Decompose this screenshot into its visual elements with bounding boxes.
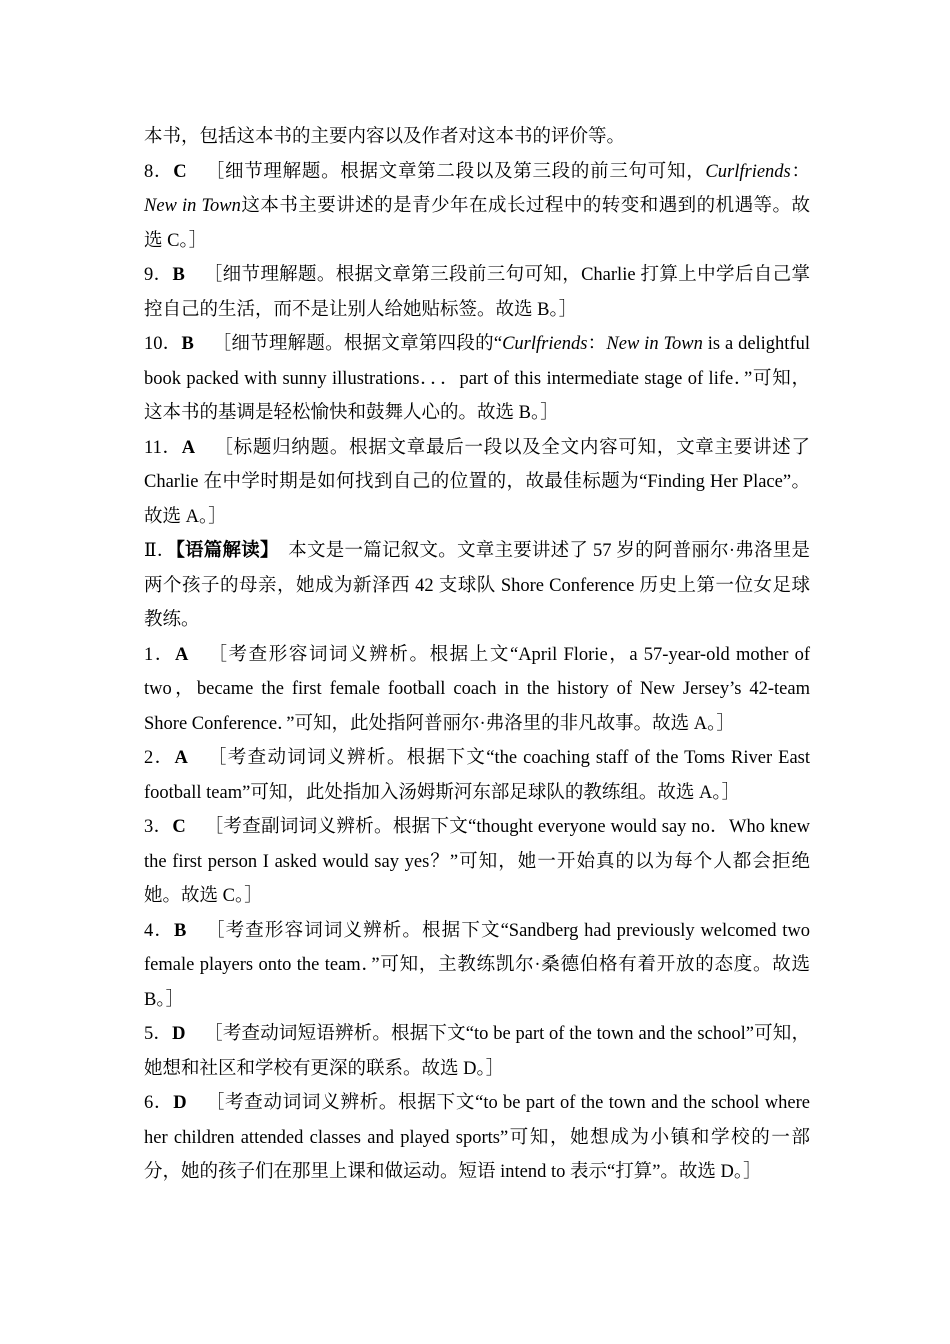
answer-letter: C: [173, 161, 187, 182]
section-1-answers: [144, 155, 810, 535]
answer-number: 9．: [144, 265, 173, 285]
answer-item: [144, 431, 810, 535]
answer-letter: B: [174, 920, 187, 941]
answer-number: 11．: [144, 437, 182, 458]
answer-number: 4．: [144, 920, 175, 941]
explanation-text: ［标题归纳题。根据文章最后一段以及全文内容可知，文章主要讲述了 Charlie 在中学时期是如何找到自己的位置的，故最佳标题为“Finding Her Place”。故选 A。］: [144, 437, 810, 527]
document-page: [144, 120, 810, 1190]
section-2-number: Ⅱ．: [144, 541, 176, 561]
answer-letter: A: [181, 437, 196, 458]
book-title-text: Curlfriends: [502, 334, 588, 354]
section-2-heading: 【语篇解读】: [175, 541, 270, 561]
intro-tail-paragraph: 本书，包括这本书的主要内容以及作者对这本书的评价等。: [144, 127, 626, 147]
answer-letter: B: [172, 265, 185, 285]
section-2-paragraph: [144, 534, 810, 638]
answer-letter: A: [174, 748, 188, 768]
book-title-text: Curlfriends: [705, 161, 791, 182]
answer-item: [144, 741, 810, 810]
explanation-text: ［考查副词词义辨析。根据下文“thought everyone would say no．Who knew the first person I asked would say yes？”可知，她一开始真的以为每个人都会拒绝她。故选 C。］: [144, 817, 810, 906]
answer-item: [144, 638, 810, 742]
answer-number: 6．: [144, 1093, 174, 1113]
answer-item: [144, 1086, 810, 1190]
explanation-text: is a delightful book packed with sunny illustrations．．．part of this intermediate stage of life．”可知，这本书的基调是轻松愉快和鼓舞人心的。故选 B。］: [144, 334, 810, 423]
explanation-text: ［细节理解题。根据文章第三段前三句可知，Charlie 打算上中学后自己掌控自己的生活，而不是让别人给她贴标签。故选 B。］: [144, 265, 810, 320]
answer-item: [144, 810, 810, 914]
answer-number: 1．: [144, 644, 175, 665]
book-title-text: New in Town: [606, 334, 703, 354]
section-2-summary: 本文是一篇记叙文。文章主要讲述了 57 岁的阿普丽尔·弗洛里是两个孩子的母亲，她成为新泽西 42 支球队 Shore Conference 历史上第一位女足球教练。: [144, 541, 810, 630]
answer-item: [144, 1017, 810, 1086]
explanation-text: ：: [790, 161, 810, 182]
answer-number: 10．: [144, 334, 182, 354]
answer-number: 5．: [144, 1024, 173, 1044]
explanation-text: ［考查形容词词义辨析。根据上文“April Florie，a 57-year-old mother of two，became the first female football coach in the history of New Jersey’s 42-team Shore Conference．”可知，此处指阿普丽尔·弗洛里的非凡故事。故选 A。］: [144, 644, 810, 734]
answer-number: 2．: [144, 748, 175, 768]
answer-item: [144, 327, 810, 431]
explanation-text: 这本书主要讲述的是青少年在成长过程中的转变和遇到的机遇等。故选 C。］: [144, 196, 810, 251]
explanation-text: ［考查形容词词义辨析。根据下文“Sandberg had previously welcomed two female players onto the team．”可知，主教练凯尔·桑德伯格有着开放的态度。故选 B。］: [144, 920, 810, 1010]
section-2-answers: [144, 638, 810, 1190]
explanation-text: ［考查动词短语辨析。根据下文“to be part of the town and the school”可知，她想和社区和学校有更深的联系。故选 D。］: [144, 1024, 810, 1079]
explanation-text: ［细节理解题。根据文章第四段的“: [212, 334, 503, 354]
answer-item: [144, 258, 810, 327]
answer-letter: D: [173, 1093, 187, 1113]
answer-letter: D: [172, 1024, 186, 1044]
answer-item: [144, 914, 810, 1018]
answer-letter: A: [174, 644, 189, 665]
answer-number: 3．: [144, 817, 173, 837]
explanation-text: ：: [587, 334, 607, 354]
explanation-text: ［细节理解题。根据文章第二段以及第三段的前三句可知，: [205, 161, 706, 182]
answer-letter: C: [172, 817, 186, 837]
explanation-text: ［考查动词词义辨析。根据下文“to be part of the town and the school where her children attended classes and played sports”可知，她想成为小镇和学校的一部分，她的孩子们在那里上课和做运动。短语 intend to 表示“打算”。故选 D。］: [144, 1093, 810, 1182]
book-title-text: New in Town: [144, 196, 241, 216]
answer-number: 8．: [144, 161, 174, 182]
explanation-text: ［考查动词词义辨析。根据下文“the coaching staff of the Toms River East football team”可知，此处指加入汤姆斯河东部足球队的教练组。故选 A。］: [144, 748, 810, 803]
answer-item: [144, 155, 810, 259]
answer-letter: B: [181, 334, 194, 354]
